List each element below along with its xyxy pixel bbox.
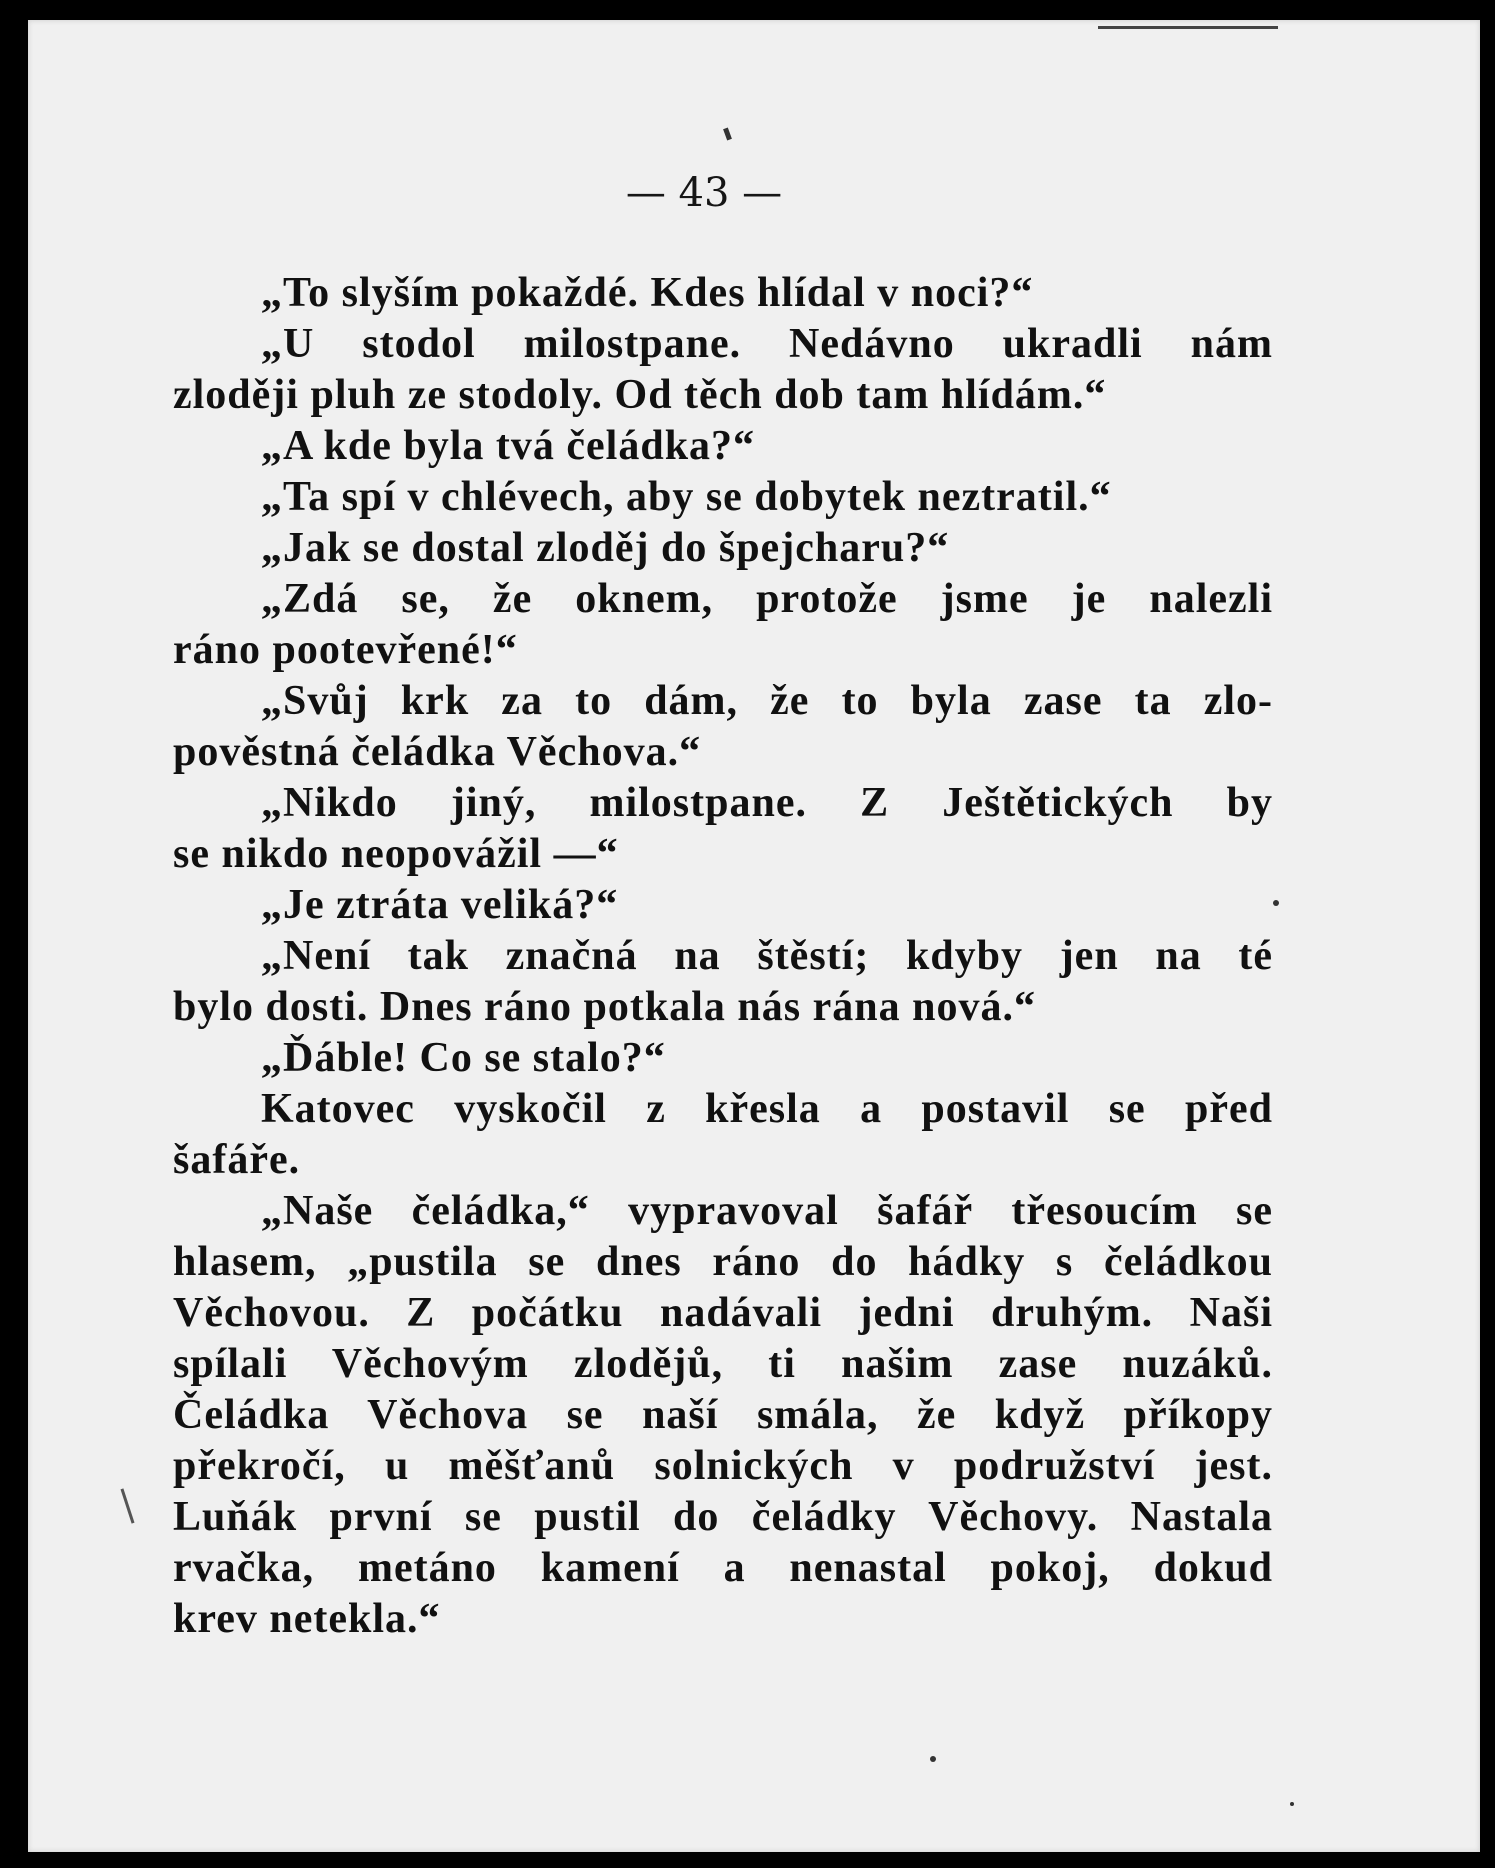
text-line: „U stodol milostpane. Nedávno ukradli nám: [261, 321, 1273, 367]
text-line: se nikdo neopovážil —“: [173, 831, 619, 877]
paragraph: [173, 574, 1273, 676]
text-line: hlasem, „pustila se dnes ráno do hádky s čeládkou: [173, 1239, 1273, 1285]
text-line: Luňák první se pustil do čeládky Věchovy. Nastala: [173, 1494, 1273, 1540]
text-line: „Nikdo jiný, milostpane. Z Ještětických by: [261, 780, 1273, 826]
text-line: „To slyším pokaždé. Kdes hlídal v noci?“: [261, 270, 1034, 316]
paragraph: [173, 268, 1273, 319]
text-line: bylo dosti. Dnes ráno potkala nás rána nová.“: [173, 984, 1036, 1030]
paragraph: [173, 472, 1273, 523]
top-rule: [1098, 26, 1278, 29]
text-line: šafáře.: [173, 1137, 301, 1183]
paragraph: [173, 778, 1273, 880]
speck: [1290, 1802, 1294, 1806]
text-line: překročí, u měšťanů solnických v podružství jest.: [173, 1443, 1273, 1489]
paragraph: [173, 523, 1273, 574]
ink-mark: [723, 128, 732, 141]
paragraph: [173, 421, 1273, 472]
speck: [930, 1756, 936, 1762]
paragraph: [173, 676, 1273, 778]
text-line: „Není tak značná na štěstí; kdyby jen na té: [261, 933, 1273, 979]
text-line: „Naše čeládka,“ vypravoval šafář třesoucím se: [261, 1188, 1273, 1234]
text-line: Katovec vyskočil z křesla a postavil se před: [261, 1086, 1273, 1132]
text-line: „Svůj krk za to dám, že to byla zase ta zlo-: [261, 678, 1273, 724]
paragraph: [173, 880, 1273, 931]
paragraph: [173, 319, 1273, 421]
paragraph: [173, 1186, 1273, 1645]
text-line: Věchovou. Z počátku nadávali jedni druhým. Naši: [173, 1290, 1273, 1336]
paragraph: [173, 931, 1273, 1033]
text-line: Čeládka Věchova se naší smála, že když příkopy: [173, 1392, 1273, 1438]
paragraph: [173, 1084, 1273, 1186]
text-line: „Zdá se, že oknem, protože jsme je nalezli: [261, 576, 1273, 622]
book-page: [28, 20, 1480, 1852]
text-line: „Je ztráta veliká?“: [261, 882, 619, 928]
page-text: [173, 268, 1273, 1645]
speck: [1273, 900, 1279, 906]
text-line: spílali Věchovým zlodějů, ti našim zase nuzáků.: [173, 1341, 1273, 1387]
text-line: pověstná čeládka Věchova.“: [173, 729, 702, 775]
text-line: ráno pootevřené!“: [173, 627, 518, 673]
paragraph: [173, 1033, 1273, 1084]
text-line: rvačka, metáno kamení a nenastal pokoj, dokud: [173, 1545, 1273, 1591]
text-line: „A kde byla tvá čeládka?“: [261, 423, 756, 469]
text-line: krev netekla.“: [173, 1596, 441, 1642]
text-line: zloději pluh ze stodoly. Od těch dob tam hlídám.“: [173, 372, 1107, 418]
text-line: „Ďáble! Co se stalo?“: [261, 1035, 666, 1081]
text-line: „Jak se dostal zloděj do špejcharu?“: [261, 525, 950, 571]
page-number: — 43 —: [625, 170, 783, 216]
margin-mark: [121, 1488, 135, 1523]
text-line: „Ta spí v chlévech, aby se dobytek neztratil.“: [261, 474, 1112, 520]
